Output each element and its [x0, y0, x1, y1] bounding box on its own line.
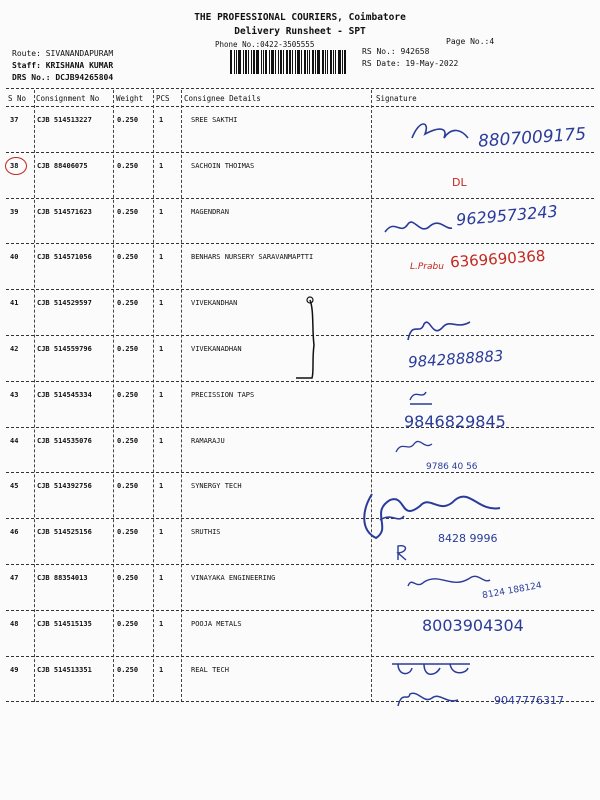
row-pcs: 1: [159, 299, 164, 308]
column-header-sno: S No: [8, 94, 27, 103]
row-pcs: 1: [159, 528, 164, 537]
runsheet-title: Delivery Runsheet - SPT: [234, 26, 366, 37]
staff-label: Staff: KRISHANA KUMAR: [12, 61, 114, 70]
rs-number: RS No.: 942658: [362, 47, 430, 56]
signature-scribble: [410, 392, 432, 404]
column-header-consignee: Consignee Details: [184, 94, 261, 103]
row-weight: 0.250: [117, 207, 139, 216]
row-pcs: 1: [159, 116, 164, 124]
row-consignee: VINAYAKA ENGINEERING: [191, 574, 276, 582]
row-pcs: 1: [159, 253, 164, 262]
row-consignee: RAMARAJU: [191, 436, 225, 445]
row-consignment-no: CJB 88406075: [37, 161, 88, 170]
handwritten-phone: 8807009175: [477, 124, 587, 152]
signature-scribble: [408, 322, 470, 340]
row-consignment-no: CJB 88354013: [37, 574, 88, 582]
signature-scribble: [380, 516, 404, 520]
row-sno: 41: [10, 299, 19, 308]
company-title: THE PROFESSIONAL COURIERS, Coimbatore: [194, 12, 406, 23]
column-header-weight: Weight: [116, 94, 144, 103]
route-label: Route: SIVANANDAPURAM: [12, 49, 114, 58]
row-pcs: 1: [159, 207, 164, 216]
signature-scribble: [396, 441, 432, 452]
signature-scribble: [392, 664, 470, 674]
handwritten-phone: 8428 9996: [438, 532, 498, 545]
column-header-consignment: Consignment No: [36, 94, 100, 103]
row-pcs: 1: [159, 436, 164, 445]
row-pcs: 1: [159, 345, 164, 353]
signature-scribble: [412, 124, 468, 138]
row-consignment-no: CJB 514392756: [37, 482, 92, 491]
row-consignment-no: CJB 514571623: [37, 207, 92, 216]
row-consignee: SRUTHIS: [191, 528, 221, 537]
row-sno: 38: [10, 161, 19, 170]
row-consignment-no: CJB 514559796: [37, 345, 92, 353]
signature-scribble: [408, 576, 490, 586]
phone-number: Phone No.:0422-3505555: [215, 40, 315, 49]
row-consignee: VIVEKANDHAN: [191, 299, 238, 308]
handwritten-phone: 9629573243: [455, 201, 559, 230]
row-sno: 46: [10, 528, 19, 537]
handwritten-phone: 8124 188124: [481, 580, 543, 602]
row-consignee: PRECISSION TAPS: [191, 390, 255, 399]
row-weight: 0.250: [117, 116, 139, 124]
handwritten-phone: 8003904304: [422, 616, 524, 635]
row-pcs: 1: [159, 390, 164, 399]
row-sno: 43: [10, 390, 19, 399]
signature-scribble: [398, 546, 406, 560]
row-sno: 44: [10, 436, 19, 445]
row-weight: 0.250: [117, 390, 139, 399]
row-pcs: 1: [159, 665, 164, 674]
signature-scribble: [385, 222, 452, 232]
row-consignee: BENHARS NURSERY SARAVANMAPTTI: [191, 253, 314, 262]
row-consignment-no: CJB 514545334: [37, 390, 92, 399]
row-pcs: 1: [159, 619, 164, 628]
row-consignee: SREE SAKTHI: [191, 116, 238, 124]
handwritten-phone: 9786 40 56: [426, 462, 478, 472]
row-weight: 0.250: [117, 299, 139, 308]
row-consignment-no: CJB 514571056: [37, 253, 92, 262]
row-weight: 0.250: [117, 482, 139, 491]
column-header-pcs: PCS: [156, 94, 170, 103]
row-pcs: 1: [159, 574, 164, 582]
row-weight: 0.250: [117, 574, 139, 582]
row-sno: 42: [10, 345, 19, 353]
handwritten-phone: 6369690368: [449, 246, 546, 272]
handwritten-phone: 9047776317: [494, 694, 564, 707]
row-pcs: 1: [159, 482, 164, 491]
row-sno: 45: [10, 482, 19, 491]
row-consignee: POOJA METALS: [191, 619, 242, 628]
row-weight: 0.250: [117, 665, 139, 674]
row-consignee: VIVEKANADHAN: [191, 345, 242, 353]
row-consignee: SYNERGY TECH: [191, 482, 242, 491]
bracket-mark: [296, 300, 314, 378]
signature-scribble: [398, 693, 458, 706]
handwritten-phone: 9842888883: [407, 346, 504, 372]
row-weight: 0.250: [117, 161, 139, 170]
handwritten-note: DL: [452, 176, 467, 189]
row-consignment-no: CJB 514535076: [37, 436, 92, 445]
row-sno: 40: [10, 253, 19, 262]
row-consignee: REAL TECH: [191, 665, 229, 674]
row-pcs: 1: [159, 161, 164, 170]
row-weight: 0.250: [117, 253, 139, 262]
page-number: Page No.:4: [446, 37, 495, 46]
row-consignment-no: CJB 514529597: [37, 299, 92, 308]
row-weight: 0.250: [117, 619, 139, 628]
handwritten-phone: 9846829845: [404, 412, 506, 431]
drs-number: DRS No.: DCJB94265804: [12, 73, 114, 82]
handwritten-name: L.Prabu: [410, 262, 444, 272]
row-consignment-no: CJB 514525156: [37, 528, 92, 537]
row-weight: 0.250: [117, 528, 139, 537]
row-sno: 47: [10, 574, 19, 582]
row-sno: 48: [10, 619, 19, 628]
row-sno: 39: [10, 207, 19, 216]
row-sno: 49: [10, 665, 19, 674]
row-consignee: MAGENDRAN: [191, 207, 229, 216]
column-header-signature: Signature: [376, 94, 417, 103]
row-consignment-no: CJB 514513227: [37, 116, 92, 124]
row-consignee: SACHOIN THOIMAS: [191, 161, 255, 170]
rs-date: RS Date: 19-May-2022: [362, 59, 459, 68]
row-consignment-no: CJB 514515135: [37, 619, 92, 628]
row-consignment-no: CJB 514513351: [37, 665, 92, 674]
row-weight: 0.250: [117, 345, 139, 353]
row-sno: 37: [10, 116, 19, 124]
row-weight: 0.250: [117, 436, 139, 445]
